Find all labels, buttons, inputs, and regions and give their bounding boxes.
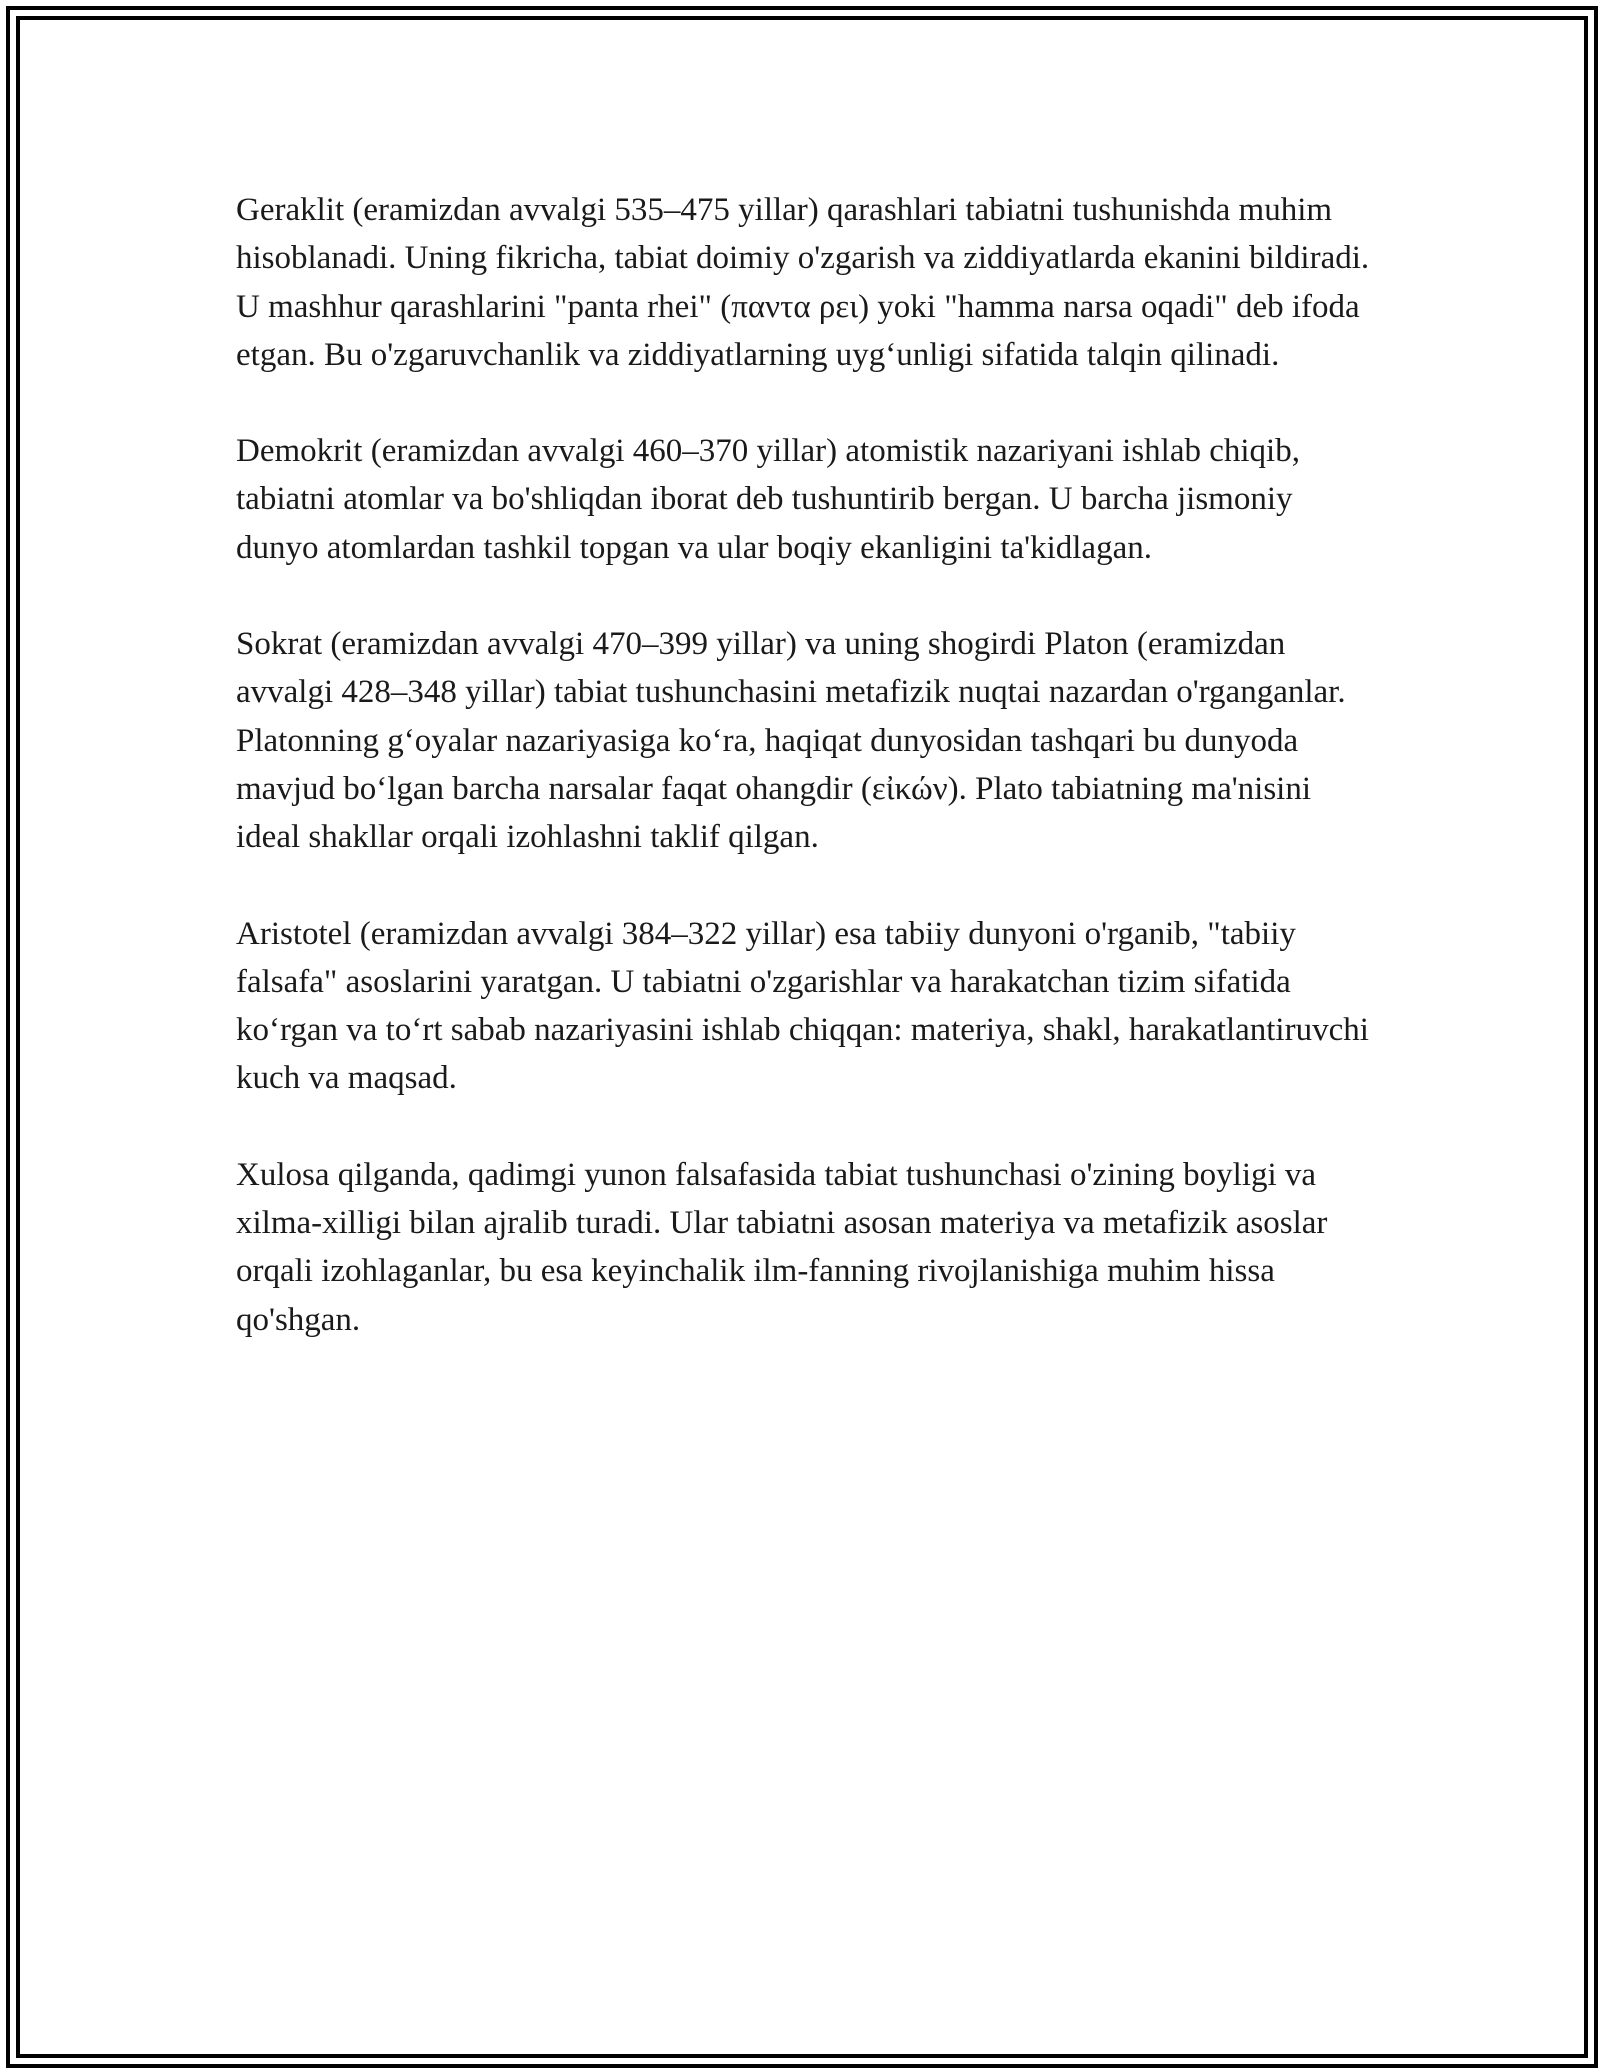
paragraph-sokrat-platon: Sokrat (eramizdan avvalgi 470–399 yillar) va uning shogirdi Platon (eramizdan avvalgi 428–348 yillar) tabiat tushunchasini metafizik nuqtai nazardan o'rganganlar. Platonning gʻoyalar nazariyasiga koʻra, haqiqat dunyosidan tashqari bu dunyoda mavjud boʻlgan barcha narsalar faqat ohangdir (εἰκών). Plato tabiatning ma'nisini ideal shakllar orqali izohlashni taklif qilgan. [236, 626, 1346, 856]
paragraph-geraklit: Geraklit (eramizdan avvalgi 535–475 yillar) qarashlari tabiatni tushunishda muhim hisoblanadi. Uning fikricha, tabiat doimiy o'zgarish va ziddiyatlarda ekanini bildiradi. U mashhur qarashlarini "panta rhei" (παντα ρει) yoki "hamma narsa oqadi" deb ifoda etgan. Bu o'zgaruvchanlik va ziddiyatlarning uygʻunligi sifatida talqin qilinadi. [236, 192, 1370, 373]
paragraph-xulosa: Xulosa qilganda, qadimgi yunon falsafasida tabiat tushunchasi o'zining boyligi va xilma-xilligi bilan ajralib turadi. Ular tabiatni asosan materiya va metafizik asoslar orqali izohlaganlar, bu esa keyinchalik ilm-fanning rivojlanishiga muhim hissa qo'shgan. [236, 1156, 1328, 1338]
document-body [236, 186, 1376, 1392]
paragraph-demokrit: Demokrit (eramizdan avvalgi 460–370 yillar) atomistik nazariyani ishlab chiqib, tabiatni atomlar va bo'shliqdan iborat deb tushuntirib bergan. U barcha jismoniy dunyo atomlardan tashkil topgan va ular boqiy ekanligini ta'kidlagan. [236, 433, 1300, 566]
paragraph-aristotel: Aristotel (eramizdan avvalgi 384–322 yillar) esa tabiiy dunyoni o'rganib, "tabiiy falsafa" asoslarini yaratgan. U tabiatni o'zgarishlar va harakatchan tizim sifatida koʻrgan va toʻrt sabab nazariyasini ishlab chiqqan: materiya, shakl, harakatlantiruvchi kuch va maqsad. [236, 915, 1369, 1097]
